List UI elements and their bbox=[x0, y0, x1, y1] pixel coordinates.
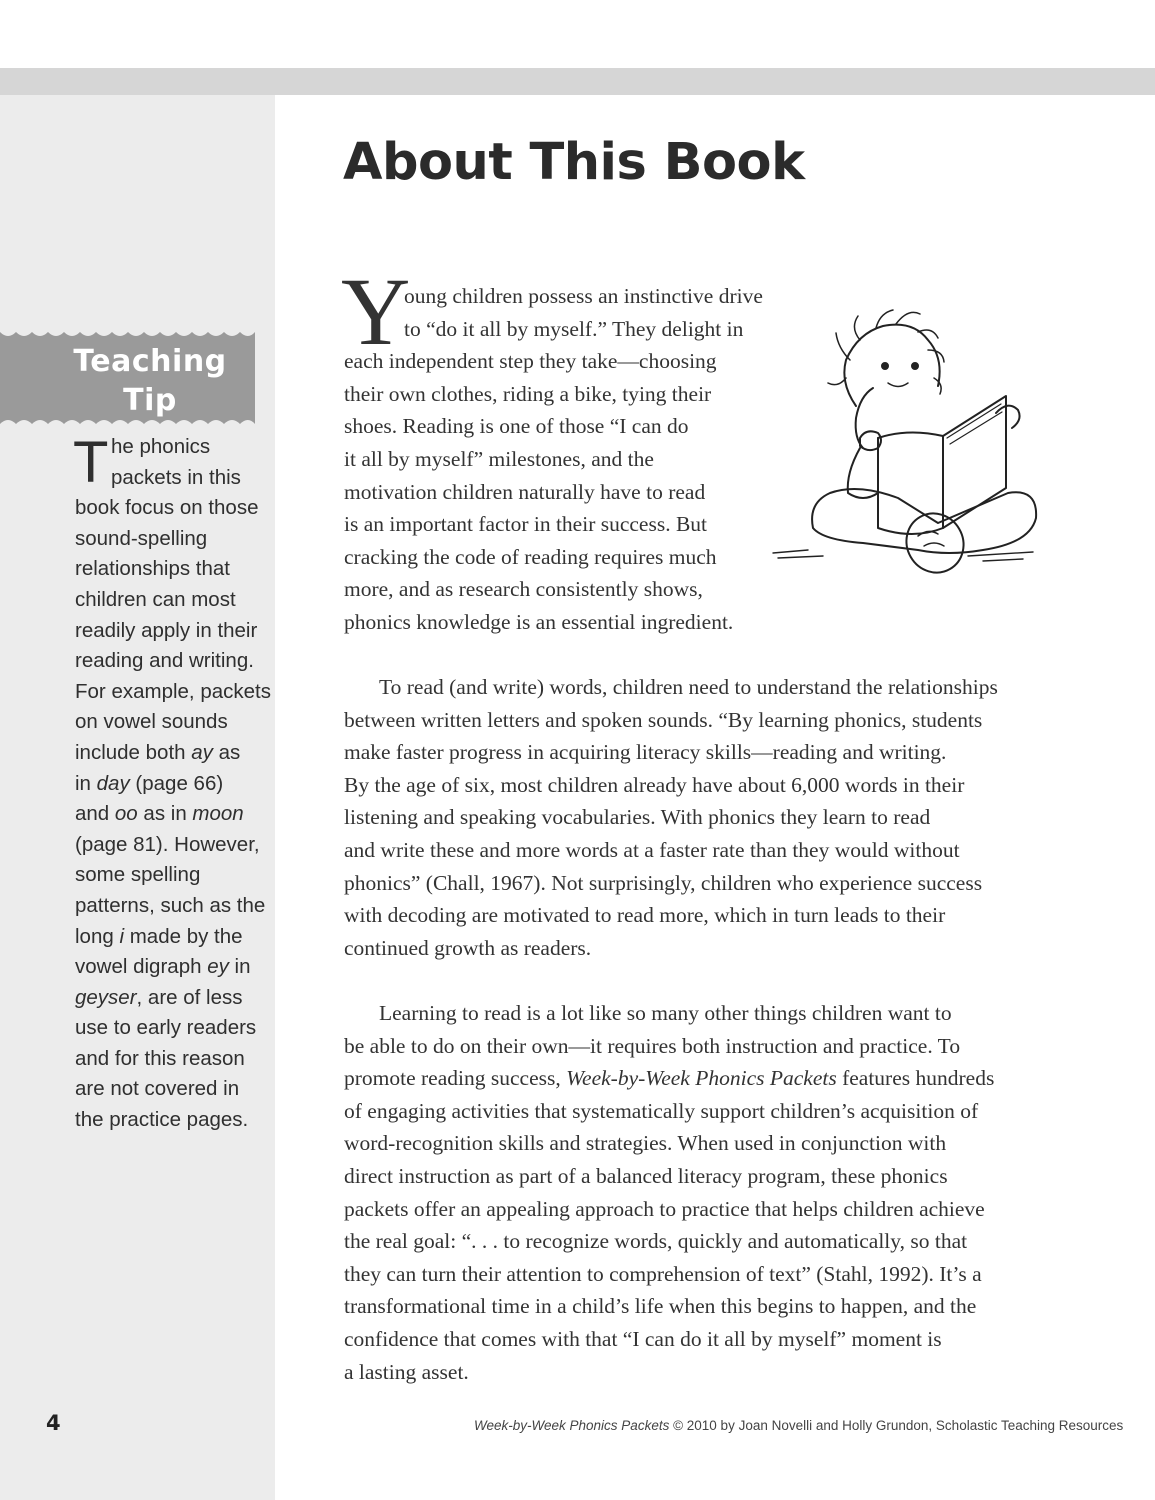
text-line: Learning to read is a lot like so many other things children want to bbox=[379, 1001, 952, 1025]
text-line: cracking the code of reading requires much bbox=[344, 544, 717, 569]
text-line: between written letters and spoken sounds. “By learning phonics, students bbox=[344, 707, 983, 732]
text-line: is an important factor in their success. But bbox=[344, 512, 708, 537]
text-line: be able to do on their own—it requires both instruction and practice. To bbox=[344, 1033, 961, 1058]
tip-line: some spelling bbox=[75, 863, 201, 887]
footer-credit bbox=[474, 1417, 1124, 1435]
text-line: they can turn their attention to comprehension of text” (Stahl, 1992). It’s a bbox=[344, 1261, 982, 1286]
tip-line: he phonics bbox=[111, 435, 211, 458]
text-line: confidence that comes with that “I can do it all by myself” moment is bbox=[344, 1326, 942, 1351]
tip-line: packets in this bbox=[111, 465, 241, 489]
text-line: the real goal: “. . . to recognize words, quickly and automatically, so that bbox=[344, 1229, 968, 1254]
tip-line: (page 81). However, bbox=[75, 832, 260, 856]
book-title-italic: Week-by-Week Phonics Packets bbox=[566, 1066, 837, 1091]
text-line: continued growth as readers. bbox=[344, 935, 592, 960]
text-line: a lasting asset. bbox=[344, 1359, 469, 1384]
tip-line: and for this reason bbox=[75, 1046, 245, 1070]
tip-line: the practice pages. bbox=[75, 1108, 249, 1132]
text-line: with decoding are motivated to read more, which in turn leads to their bbox=[344, 903, 946, 928]
tip-line: long i made by the bbox=[75, 924, 243, 948]
paragraph-dropcap: Y bbox=[341, 258, 411, 365]
text-line: shoes. Reading is one of those “I can do bbox=[344, 414, 689, 439]
tip-line: For example, packets bbox=[75, 679, 271, 703]
teaching-tip-body bbox=[75, 432, 270, 1136]
text-line: each independent step they take—choosing bbox=[344, 349, 717, 374]
text-line: To read (and write) words, children need to understand the relationships bbox=[379, 675, 998, 699]
tip-line: sound-spelling bbox=[75, 526, 208, 550]
tip-title-line: Tip bbox=[123, 383, 177, 418]
text-line: more, and as research consistently shows, bbox=[344, 577, 703, 602]
text-line: to “do it all by myself.” They delight in bbox=[404, 316, 744, 341]
text-line: word-recognition skills and strategies. When used in conjunction with bbox=[344, 1131, 947, 1156]
text-line: their own clothes, riding a bike, tying their bbox=[344, 381, 712, 406]
tip-line: relationships that bbox=[75, 557, 230, 581]
tip-dropcap: T bbox=[73, 430, 109, 495]
tip-line: children can most bbox=[75, 587, 236, 611]
tip-line: in day (page 66) bbox=[75, 771, 224, 795]
tip-line: use to early readers bbox=[75, 1016, 257, 1040]
tip-title-line: Teaching bbox=[73, 344, 227, 379]
text-line: of engaging activities that systematically support children’s acquisition of bbox=[344, 1098, 979, 1123]
teaching-tip-title bbox=[40, 342, 260, 420]
text-line: oung children possess an instinctive drive bbox=[404, 284, 763, 308]
second-paragraph bbox=[344, 671, 1084, 964]
child-reading-book-illustration bbox=[768, 288, 1043, 588]
page-title: About This Book bbox=[343, 133, 805, 192]
text-line: promote reading success, Week-by-Week Phonics Packets features hundreds bbox=[344, 1066, 995, 1091]
third-paragraph bbox=[344, 997, 1084, 1388]
text-line: direct instruction as part of a balanced literacy program, these phonics bbox=[344, 1163, 948, 1188]
text-line: motivation children naturally have to read bbox=[344, 479, 706, 504]
page-number: 4 bbox=[46, 1411, 61, 1435]
tip-line: vowel digraph ey in bbox=[75, 955, 251, 979]
tip-line: readily apply in their bbox=[75, 618, 258, 642]
tip-line: include both ay as bbox=[75, 740, 241, 764]
text-line: phonics” (Chall, 1967). Not surprisingly, children who experience success bbox=[344, 870, 983, 895]
tip-line: geyser, are of less bbox=[75, 985, 243, 1009]
text-line: packets offer an appealing approach to practice that helps children achieve bbox=[344, 1196, 985, 1221]
top-bar bbox=[0, 68, 1155, 95]
text-line: it all by myself” milestones, and the bbox=[344, 446, 654, 471]
text-line: and write these and more words at a faster rate than they would without bbox=[344, 837, 960, 862]
footer-book-title: Week-by-Week Phonics Packets bbox=[474, 1418, 670, 1433]
text-line: phonics knowledge is an essential ingredient. bbox=[344, 609, 734, 634]
tip-line: and oo as in moon bbox=[75, 802, 244, 826]
intro-paragraph bbox=[341, 258, 814, 639]
tip-line: patterns, such as the bbox=[75, 893, 266, 917]
footer-credit-text: © 2010 by Joan Novelli and Holly Grundon, Scholastic Teaching Resources bbox=[669, 1418, 1124, 1433]
text-line: By the age of six, most children already have about 6,000 words in their bbox=[344, 772, 965, 797]
text-line: transformational time in a child’s life when this begins to happen, and the bbox=[344, 1294, 977, 1319]
tip-line: book focus on those bbox=[75, 496, 259, 520]
tip-line: reading and writing. bbox=[75, 649, 254, 673]
tip-line: are not covered in bbox=[75, 1077, 240, 1101]
text-line: make faster progress in acquiring literacy skills—reading and writing. bbox=[344, 740, 947, 765]
tip-line: on vowel sounds bbox=[75, 710, 228, 734]
text-line: listening and speaking vocabularies. With phonics they learn to read bbox=[344, 805, 931, 830]
